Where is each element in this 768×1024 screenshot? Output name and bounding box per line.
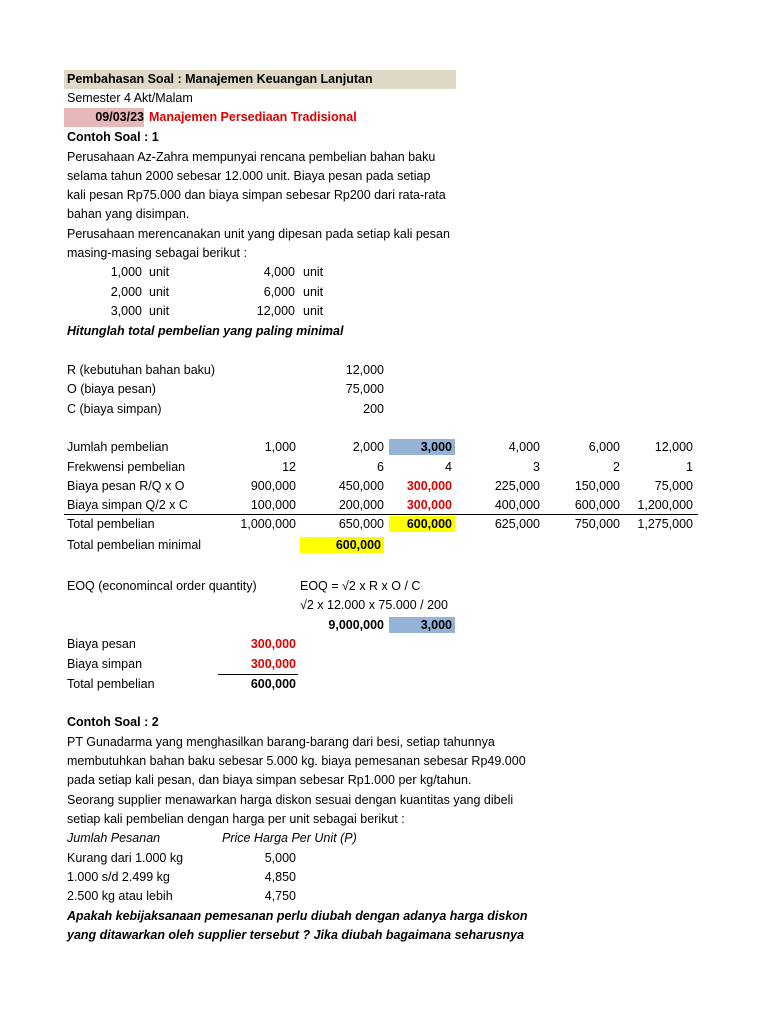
case2-question-line: Apakah kebijaksanaan pemesanan perlu diubah dengan adanya harga diskon — [67, 909, 528, 923]
table-cell-red: 300,000 — [406, 479, 452, 493]
case1-question: Hitunglah total pembelian yang paling minimal — [67, 324, 344, 338]
eoq-formula: EOQ = √2 x R x O / C — [300, 579, 421, 593]
summary-total: 600,000 — [250, 677, 296, 691]
case2-heading: Contoh Soal : 2 — [67, 715, 159, 729]
table-cell: 1,200,000 — [637, 498, 693, 512]
table-cell: 12 — [282, 460, 296, 474]
summary-value: 300,000 — [250, 657, 296, 671]
option-value: 4,000 — [263, 265, 295, 279]
case2-paragraph-line: Seorang supplier menawarkan harga diskon sesuai dengan kuantitas yang dibeli — [67, 793, 514, 807]
table-cell: 1,000 — [264, 440, 296, 454]
document-title: Pembahasan Soal : Manajemen Keuangan Lanjutan — [67, 72, 373, 86]
table-cell: 600,000 — [574, 498, 620, 512]
table-cell: 200,000 — [338, 498, 384, 512]
tier-price: 4,850 — [264, 870, 296, 884]
column-header-price: Price Harga Per Unit (P) — [222, 831, 357, 845]
tier-price: 4,750 — [264, 889, 296, 903]
table-row-label: Biaya pesan R/Q x O — [67, 479, 185, 493]
table-cell: 650,000 — [338, 517, 384, 531]
table-cell: 6 — [377, 460, 384, 474]
option-unit: unit — [149, 265, 170, 279]
case1-paragraph-line: Perusahaan Az-Zahra mempunyai rencana pembelian bahan baku — [67, 150, 436, 164]
table-cell: 2,000 — [352, 440, 384, 454]
table-cell-highlight: 600,000 — [389, 516, 455, 532]
table-row-label: Jumlah pembelian — [67, 440, 169, 454]
param-label: R (kebutuhan bahan baku) — [67, 363, 216, 377]
summary-value: 300,000 — [250, 637, 296, 651]
table-cell: 4 — [445, 460, 452, 474]
table-cell: 2 — [613, 460, 620, 474]
case1-paragraph-line: kali pesan Rp75.000 dan biaya simpan sebesar Rp200 dari rata-rata — [67, 188, 446, 202]
option-unit: unit — [149, 285, 170, 299]
tier-price: 5,000 — [264, 851, 296, 865]
eoq-label: EOQ (economincal order quantity) — [67, 579, 257, 593]
param-value: 12,000 — [345, 363, 384, 377]
table-cell: 1,000,000 — [240, 517, 296, 531]
column-header-qty: Jumlah Pesanan — [67, 831, 161, 845]
param-value: 75,000 — [345, 382, 384, 396]
case1-heading: Contoh Soal : 1 — [67, 130, 159, 144]
table-cell: 150,000 — [574, 479, 620, 493]
option-value: 2,000 — [110, 285, 142, 299]
case2-question-line: yang ditawarkan oleh supplier tersebut ? Jika diubah bagaimana seharusnya — [67, 928, 525, 942]
option-unit: unit — [303, 265, 324, 279]
semester-label: Semester 4 Akt/Malam — [67, 91, 193, 105]
option-value: 6,000 — [263, 285, 295, 299]
date-value: 09/03/23 — [95, 110, 144, 124]
summary-label: Total pembelian — [67, 677, 155, 691]
case1-paragraph-line: selama tahun 2000 sebesar 12.000 unit. Biaya pesan pada setiap — [67, 169, 431, 183]
option-unit: unit — [303, 285, 324, 299]
case2-paragraph-line: membutuhkan bahan baku sebesar 5.000 kg. biaya pemesanan sebesar Rp49.000 — [67, 754, 526, 768]
topic-title: Manajemen Persediaan Tradisional — [149, 110, 357, 124]
table-cell: 3 — [533, 460, 540, 474]
param-label: C (biaya simpan) — [67, 402, 162, 416]
minimum-label: Total pembelian minimal — [67, 538, 202, 552]
table-cell: 400,000 — [494, 498, 540, 512]
param-value: 200 — [363, 402, 384, 416]
table-cell: 450,000 — [338, 479, 384, 493]
table-cell: 1 — [686, 460, 693, 474]
table-cell: 625,000 — [494, 517, 540, 531]
table-cell: 750,000 — [574, 517, 620, 531]
eoq-substitution: √2 x 12.000 x 75.000 / 200 — [300, 598, 448, 612]
case1-paragraph-line: bahan yang disimpan. — [67, 207, 190, 221]
option-value: 3,000 — [110, 304, 142, 318]
summary-label: Biaya simpan — [67, 657, 143, 671]
summary-label: Biaya pesan — [67, 637, 136, 651]
table-row-label: Frekwensi pembelian — [67, 460, 186, 474]
table-cell-highlight: 3,000 — [389, 439, 455, 455]
tier-qty: 1.000 s/d 2.499 kg — [67, 870, 170, 884]
tier-qty: 2.500 kg atau lebih — [67, 889, 173, 903]
table-cell: 75,000 — [654, 479, 693, 493]
table-cell: 900,000 — [250, 479, 296, 493]
case1-paragraph-line: masing-masing sebagai berikut : — [67, 246, 247, 260]
table-cell: 6,000 — [588, 440, 620, 454]
table-row-label: Total pembelian — [67, 517, 155, 531]
table-cell: 4,000 — [508, 440, 540, 454]
table-total-rule — [64, 514, 698, 515]
minimum-value: 600,000 — [300, 537, 384, 553]
eoq-result: 3,000 — [389, 617, 455, 633]
table-cell-red: 300,000 — [406, 498, 452, 512]
option-value: 12,000 — [256, 304, 295, 318]
case2-paragraph-line: PT Gunadarma yang menghasilkan barang-barang dari besi, setiap tahunnya — [67, 735, 495, 749]
table-cell: 100,000 — [250, 498, 296, 512]
eoq-under-root: 9,000,000 — [328, 618, 384, 632]
tier-qty: Kurang dari 1.000 kg — [67, 851, 184, 865]
table-cell: 12,000 — [654, 440, 693, 454]
table-cell: 1,275,000 — [637, 517, 693, 531]
table-row-label: Biaya simpan Q/2 x C — [67, 498, 188, 512]
param-label: O (biaya pesan) — [67, 382, 156, 396]
case2-paragraph-line: setiap kali pembelian dengan harga per unit sebagai berikut : — [67, 812, 405, 826]
option-unit: unit — [303, 304, 324, 318]
option-unit: unit — [149, 304, 170, 318]
summary-rule — [218, 674, 298, 675]
option-value: 1,000 — [110, 265, 142, 279]
table-cell: 225,000 — [494, 479, 540, 493]
case2-paragraph-line: pada setiap kali pesan, dan biaya simpan sebesar Rp1.000 per kg/tahun. — [67, 773, 472, 787]
case1-paragraph-line: Perusahaan merencanakan unit yang dipesan pada setiap kali pesan — [67, 227, 450, 241]
